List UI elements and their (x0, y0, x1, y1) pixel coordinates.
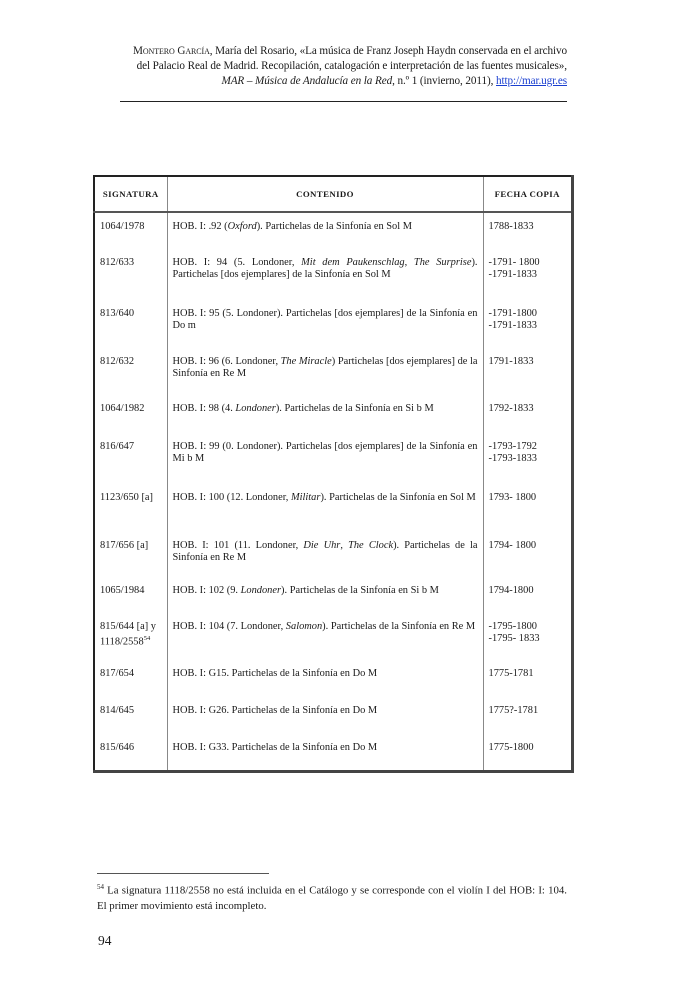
signatura-cell (94, 249, 167, 300)
signatura-cell (94, 660, 167, 697)
fecha-line: 1775-1781 (488, 668, 534, 679)
signatura-line: 816/647 (100, 441, 135, 452)
content-text: HOB. I: G33. Partichelas de la Sinfonía en Do M (172, 742, 378, 753)
signatura-line: 1118/2558$^{54}$ (100, 635, 151, 648)
content-text: HOB. I: 104 (7. Londoner, (172, 621, 286, 632)
table-body (94, 212, 573, 771)
fecha-line: -1793-1833 (488, 453, 537, 465)
content-text: ). Partichelas de la Sinfonía en Re M (172, 540, 478, 564)
fecha-line: -1791-1833 (488, 269, 537, 281)
fecha-line: 1792-1833 (488, 403, 534, 414)
signatura-line: 1123/650 [a] (100, 492, 153, 503)
header-divider (120, 101, 567, 102)
table-row (94, 348, 573, 395)
work-nickname: Die Uhr (303, 540, 341, 551)
fecha-line: -1795- 1833 (488, 633, 540, 645)
fecha-cell (483, 249, 573, 300)
fecha-cell (483, 348, 573, 395)
contenido-cell (167, 395, 483, 433)
content-text: HOB. I: 99 (0. Londoner). Partichelas [dos ejemplares] de la Sinfonía en Mi b M (172, 441, 478, 465)
signatura-line: 1064/1982 (100, 403, 145, 414)
footnote-marker: 54 (97, 883, 104, 891)
content-text: , (404, 257, 414, 268)
signatura-line: 812/633 (100, 257, 135, 268)
content-text: HOB. I: G15. Partichelas de la Sinfonía en Do M (172, 668, 378, 679)
fecha-cell (483, 212, 573, 249)
content-text: HOB. I: 94 (5. Londoner, (172, 257, 302, 268)
fecha-line: 1775?-1781 (488, 705, 539, 716)
content-text: HOB. I: 96 (6. Londoner, (172, 356, 281, 367)
journal-link[interactable]: http://mar.ugr.es (495, 75, 567, 87)
content-text: HOB. I: 101 (11. Londoner, (172, 540, 304, 551)
fecha-line: 1794- 1800 (488, 540, 537, 551)
table-row (94, 300, 573, 348)
col-header-fecha: FECHA COPIA (483, 176, 573, 212)
content-text: ). Partichelas de la Sinfonía en Si b M (281, 585, 439, 596)
signatura-cell (94, 395, 167, 433)
content-text: ). Partichelas de la Sinfonía en Sol M (256, 221, 412, 232)
contenido-cell (167, 249, 483, 300)
fecha-cell (483, 433, 573, 484)
journal-title: MAR – Música de Andalucía en la Red (221, 75, 393, 87)
footnote (97, 880, 567, 914)
signatura-cell (94, 697, 167, 734)
contenido-cell (167, 734, 483, 771)
signatura-line: 815/646 (100, 742, 135, 753)
contenido-cell (167, 348, 483, 395)
table-row (94, 613, 573, 660)
col-header-contenido: CONTENIDO (167, 176, 483, 212)
table-row (94, 395, 573, 433)
contenido-cell (167, 484, 483, 532)
contenido-cell (167, 433, 483, 484)
content-text: HOB. I: 102 (9. (172, 585, 241, 596)
page-number: 94 (98, 933, 112, 948)
fecha-line: -1793-1792 (488, 441, 537, 452)
content-text: ). Partichelas de la Sinfonía en Si b M (275, 403, 434, 414)
fecha-cell (483, 484, 573, 532)
work-nickname: Londoner (240, 585, 282, 596)
contenido-cell (167, 532, 483, 577)
content-text: ). Partichelas [dos ejemplares] de la Sinfonía en Sol M (172, 257, 478, 281)
contenido-cell (167, 577, 483, 613)
fecha-line: 1794-1800 (488, 585, 534, 596)
fecha-line: -1795-1800 (488, 621, 537, 632)
footnote-text: La signatura 1118/2558 no está incluida en el Catálogo y se corresponde con el violín I del HOB: I: 104. El primer movimiento está incompleto. (97, 884, 567, 912)
content-text: ). Partichelas de la Sinfonía en Re M (322, 621, 476, 632)
signatura-cell (94, 212, 167, 249)
table-header-row (94, 176, 573, 212)
fecha-cell (483, 697, 573, 734)
footnote-ref: 54 (143, 635, 151, 643)
fecha-line: 1788-1833 (488, 221, 534, 232)
col-header-signatura: SIGNATURA (94, 176, 167, 212)
fecha-line: 1775-1800 (488, 742, 534, 753)
table-row (94, 734, 573, 771)
table-row (94, 577, 573, 613)
signatura-line: 812/632 (100, 356, 135, 367)
fecha-cell (483, 300, 573, 348)
table-row (94, 532, 573, 577)
content-text: HOB. I: G26. Partichelas de la Sinfonía en Do M (172, 705, 378, 716)
content-text: HOB. I: .92 ( (172, 221, 228, 232)
running-header (120, 44, 567, 89)
work-nickname: Londoner (235, 403, 276, 414)
fecha-cell (483, 660, 573, 697)
contenido-cell (167, 613, 483, 660)
fecha-cell (483, 613, 573, 660)
fecha-cell (483, 532, 573, 577)
issue-text: , n.º 1 (invierno, 2011), (392, 75, 496, 87)
table-row (94, 697, 573, 734)
signatura-line: 813/640 (100, 308, 135, 319)
content-text: ). Partichelas de la Sinfonía en Sol M (320, 492, 476, 503)
signatura-cell (94, 433, 167, 484)
table-row (94, 484, 573, 532)
signatura-cell (94, 734, 167, 771)
work-nickname: Militar (290, 492, 321, 503)
signatura-cell (94, 300, 167, 348)
content-text: HOB. I: 100 (12. Londoner, (172, 492, 291, 503)
signatura-line: 1065/1984 (100, 585, 145, 596)
fecha-line: 1793- 1800 (488, 492, 537, 503)
content-text: HOB. I: 98 (4. (172, 403, 236, 414)
content-text: ) Partichelas [dos ejemplares] de la Sinfonía en Re M (172, 356, 478, 380)
signatura-cell (94, 484, 167, 532)
signatura-line: 814/645 (100, 705, 135, 716)
table-row (94, 212, 573, 249)
work-nickname: Salomon (285, 621, 323, 632)
fecha-line: -1791-1800 (488, 308, 537, 319)
signatura-line: 815/644 [a] y (100, 621, 156, 632)
table-row (94, 249, 573, 300)
signatura-line: 1064/1978 (100, 221, 145, 232)
contenido-cell (167, 697, 483, 734)
author-name: Montero García (133, 45, 210, 57)
contenido-cell (167, 300, 483, 348)
signatura-cell (94, 348, 167, 395)
symphony-table (93, 175, 574, 773)
work-nickname: The Clock (348, 540, 394, 551)
content-text: , (340, 540, 349, 551)
fecha-line: -1791- 1800 (488, 257, 540, 268)
fecha-cell (483, 734, 573, 771)
signatura-cell (94, 577, 167, 613)
signatura-cell (94, 532, 167, 577)
contenido-cell (167, 212, 483, 249)
citation-text: , María del Rosario, «La música de Franz Joseph Haydn conservada en el archivo del Palacio Real de Madrid. Recopilación, catalogación e interpretación de las fuentes musicales», (136, 45, 567, 72)
fecha-cell (483, 577, 573, 613)
work-nickname: The Miracle (280, 356, 332, 367)
work-nickname: The Surprise (413, 257, 472, 268)
footnote-divider (97, 873, 269, 874)
signatura-line: 817/654 (100, 668, 135, 679)
fecha-line: 1791-1833 (488, 356, 534, 367)
signatura-line: 817/656 [a] (100, 540, 149, 551)
fecha-cell (483, 395, 573, 433)
signatura-cell (94, 613, 167, 660)
work-nickname: Oxford (227, 221, 257, 232)
fecha-line: -1791-1833 (488, 320, 537, 332)
contenido-cell (167, 660, 483, 697)
table-row (94, 660, 573, 697)
work-nickname: Mit dem Paukenschlag (301, 257, 405, 268)
content-text: HOB. I: 95 (5. Londoner). Partichelas [dos ejemplares] de la Sinfonía en Do m (172, 308, 478, 332)
table-row (94, 433, 573, 484)
